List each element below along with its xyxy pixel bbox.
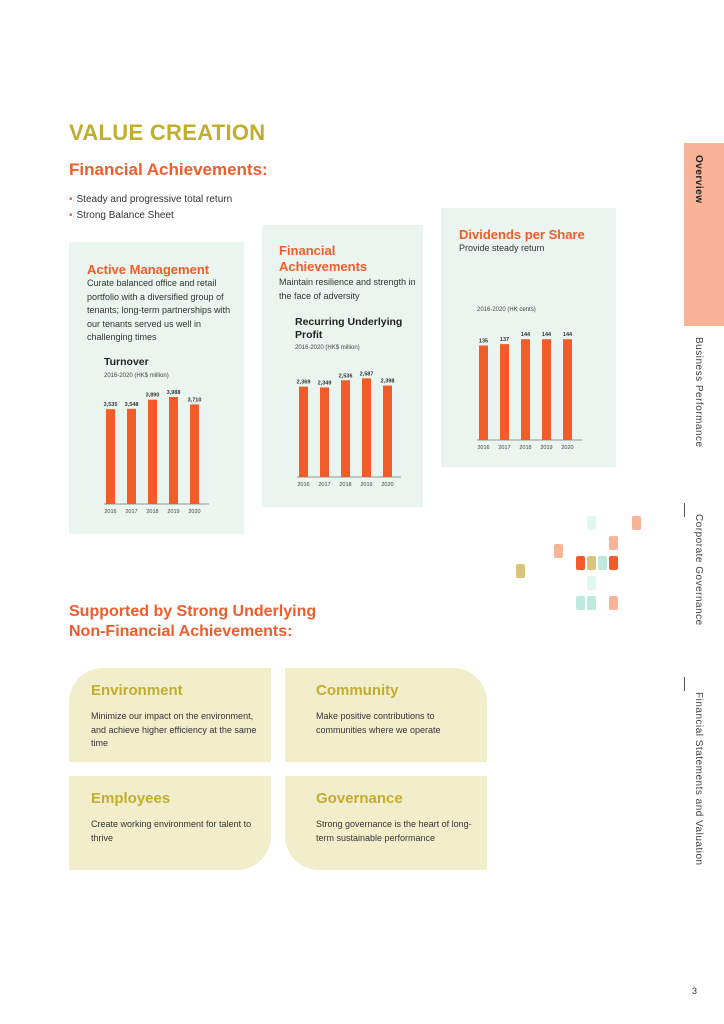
x-tick-label: 2019 [167, 509, 180, 515]
data-label: 137 [499, 337, 510, 344]
card-desc: Make positive contributions to communities where we operate [316, 711, 441, 735]
chart-subtitle: 2016-2020 (HK$ million) [295, 345, 360, 351]
data-label: 2,398 [380, 378, 395, 385]
active-management-panel [69, 242, 244, 534]
card-title: Community [316, 682, 399, 699]
bar-2020 [563, 339, 572, 440]
data-label: 3,548 [124, 401, 139, 408]
x-tick-label: 2020 [188, 509, 201, 515]
data-label: 3,710 [187, 397, 202, 404]
bar-2020 [383, 386, 392, 477]
side-tab-label: Corporate Governance [693, 514, 704, 626]
x-tick-label: 2017 [498, 445, 511, 451]
section-title: Financial Achievements: [69, 160, 268, 179]
side-tab-governance[interactable] [684, 510, 724, 670]
page-title: VALUE CREATION [69, 120, 266, 145]
environment-card [69, 668, 271, 762]
x-tick-label: 2016 [477, 445, 490, 451]
bar-2019 [542, 339, 551, 440]
bar-2019 [169, 397, 178, 504]
data-label: 135 [478, 338, 489, 345]
community-card [285, 668, 487, 762]
x-tick-label: 2016 [104, 509, 117, 515]
data-label: 2,369 [296, 379, 311, 386]
x-tick-label: 2018 [146, 509, 159, 515]
profit-chart [262, 225, 423, 507]
x-tick-label: 2020 [561, 445, 574, 451]
employees-card [69, 776, 271, 870]
panel-desc: Maintain resilience and strength in the face of adversity [279, 277, 416, 301]
bar-2018 [521, 339, 530, 440]
bar-2017 [320, 387, 329, 477]
side-tab-label: Overview [693, 155, 704, 204]
card-desc: Create working environment for talent to thrive [91, 819, 252, 843]
chart-subtitle: 2016-2020 (HK cents) [477, 307, 536, 313]
x-tick-label: 2020 [381, 482, 394, 488]
bar-2016 [106, 409, 115, 504]
x-tick-label: 2018 [339, 482, 352, 488]
data-label: 144 [520, 332, 531, 339]
page-number: 3 [691, 986, 697, 996]
panel-desc: Provide steady return [459, 243, 545, 253]
bar-2017 [500, 344, 509, 440]
data-label: 3,535 [103, 402, 118, 409]
bar-2016 [479, 346, 488, 441]
x-tick-label: 2017 [125, 509, 138, 515]
dividends-chart [441, 208, 616, 467]
chart-subtitle: 2016-2020 (HK$ million) [104, 373, 169, 379]
data-label: 2,587 [359, 371, 374, 378]
panel-title: Financial Achievements [279, 243, 368, 274]
panel-title: Active Management [87, 262, 210, 277]
x-tick-label: 2016 [297, 482, 310, 488]
x-tick-label: 2017 [318, 482, 331, 488]
data-label: 2,349 [317, 380, 332, 387]
bullet-list [69, 194, 232, 226]
data-label: 144 [541, 332, 552, 339]
card-title: Employees [91, 790, 171, 807]
side-tab-financial-statements[interactable] [684, 686, 724, 886]
nonfinancial-title: Supported by Strong Underlying Non-Financial Achievements: [69, 603, 317, 640]
x-tick-label: 2019 [360, 482, 373, 488]
financial-achievements-panel [262, 225, 423, 507]
chart-title: Recurring Underlying Profit [295, 316, 403, 341]
card-desc: Strong governance is the heart of long-term sustainable performance [316, 819, 472, 843]
bullet-item: • Strong Balance Sheet [69, 210, 232, 221]
x-tick-label: 2019 [540, 445, 553, 451]
bar-2020 [190, 404, 199, 504]
side-tab-label: Business Performance [693, 337, 704, 448]
side-tab-business[interactable] [684, 330, 724, 490]
x-tick-label: 2018 [519, 445, 532, 451]
data-label: 2,536 [338, 373, 353, 380]
data-label: 144 [562, 332, 573, 339]
turnover-chart [69, 242, 244, 534]
card-desc: Minimize our impact on the environment, and achieve higher efficiency at the same time [91, 711, 257, 748]
bar-2017 [127, 409, 136, 504]
bar-2016 [299, 387, 308, 477]
dividends-panel [441, 208, 616, 467]
bullet-item: • Steady and progressive total return [69, 194, 232, 205]
card-title: Environment [91, 682, 183, 699]
card-title: Governance [316, 790, 403, 807]
bar-2018 [341, 380, 350, 477]
chart-title: Turnover [104, 356, 149, 368]
panel-desc: Curate balanced office and retail portfolio with a diversified group of tenants; long-term partnerships with our tenants served us well in challenging times [87, 278, 231, 342]
governance-card [285, 776, 487, 870]
panel-title: Dividends per Share [459, 227, 585, 242]
data-label: 3,988 [166, 390, 181, 397]
bar-2018 [148, 400, 157, 504]
data-label: 3,890 [145, 392, 160, 399]
side-tab-overview[interactable] [684, 143, 724, 326]
bar-2019 [362, 378, 371, 477]
side-tab-label: Financial Statements and Valuation [693, 692, 704, 866]
